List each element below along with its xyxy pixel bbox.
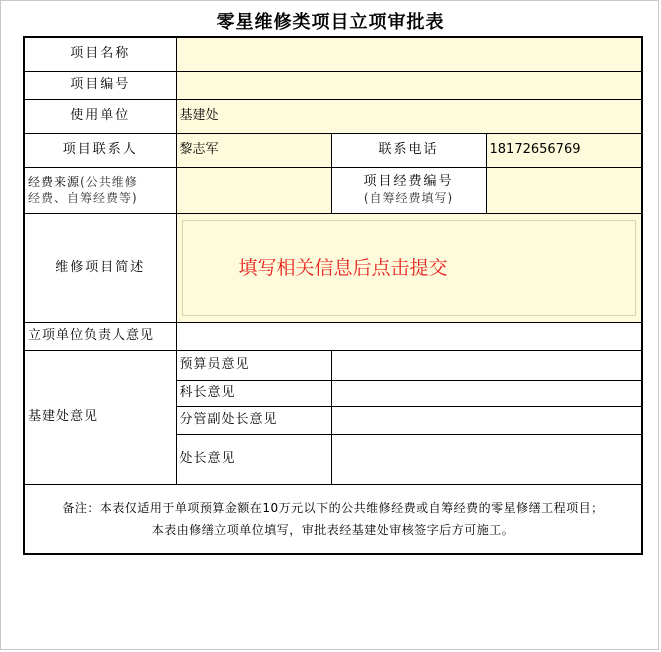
note-line-2: 本表由修缮立项单位填写，审批表经基建处审核签字后方可施工。 xyxy=(151,522,515,537)
deputy-opinion-label: 分管副处长意见 xyxy=(176,406,331,434)
section-opinion-field[interactable] xyxy=(331,380,642,406)
director-opinion-field[interactable] xyxy=(331,434,642,484)
dept-opinion-label: 基建处意见 xyxy=(24,350,176,484)
funding-source-sub-b: 经费、自筹经费等) xyxy=(28,191,138,205)
contact-label: 项目联系人 xyxy=(24,133,176,167)
row-note xyxy=(24,484,642,554)
row-contact xyxy=(24,133,642,167)
director-opinion-label: 处长意见 xyxy=(176,434,331,484)
note-line-1: 备注：本表仅适用于单项预算金额在10万元以下的公共维修经费或自筹经费的零星修缮工程项目； xyxy=(62,500,604,515)
funding-source-main: 经费来源 xyxy=(28,175,81,189)
description-cell xyxy=(176,213,642,322)
funding-code-main: 项目经费编号 xyxy=(363,174,454,189)
row-budget xyxy=(24,350,642,380)
funding-code-label xyxy=(331,167,486,213)
project-no-label: 项目编号 xyxy=(24,71,176,99)
phone-label: 联系电话 xyxy=(331,133,486,167)
description-hint: 填写相关信息后点击提交 xyxy=(238,256,448,279)
funding-source-label xyxy=(24,167,176,213)
funding-source-sub-a: (公共维修 xyxy=(80,175,138,189)
section-opinion-label: 科长意见 xyxy=(176,380,331,406)
row-project-no xyxy=(24,71,642,99)
project-name-field[interactable] xyxy=(176,37,642,71)
contact-field[interactable]: 黎志军 xyxy=(176,133,331,167)
deputy-opinion-field[interactable] xyxy=(331,406,642,434)
row-project-name xyxy=(24,37,642,71)
unit-leader-field[interactable] xyxy=(176,322,642,350)
project-no-field[interactable] xyxy=(176,71,642,99)
funding-source-field[interactable] xyxy=(176,167,331,213)
budget-opinion-field[interactable] xyxy=(331,350,642,380)
approval-form-table xyxy=(23,36,643,555)
description-textarea[interactable] xyxy=(182,220,637,316)
funding-code-sub: (自筹经费填写) xyxy=(363,191,454,205)
row-user-unit xyxy=(24,99,642,133)
user-unit-field[interactable]: 基建处 xyxy=(176,99,642,133)
budget-opinion-label: 预算员意见 xyxy=(176,350,331,380)
description-label: 维修项目简述 xyxy=(24,213,176,322)
row-unit-leader xyxy=(24,322,642,350)
unit-leader-label: 立项单位负责人意见 xyxy=(24,322,176,350)
row-funding xyxy=(24,167,642,213)
user-unit-label: 使用单位 xyxy=(24,99,176,133)
project-name-label: 项目名称 xyxy=(24,37,176,71)
form-title: 零星维修类项目立项审批表 xyxy=(216,12,445,33)
row-description xyxy=(24,213,642,322)
note-cell xyxy=(24,484,642,554)
funding-code-field[interactable] xyxy=(486,167,642,213)
phone-field[interactable]: 18172656769 xyxy=(486,133,642,167)
